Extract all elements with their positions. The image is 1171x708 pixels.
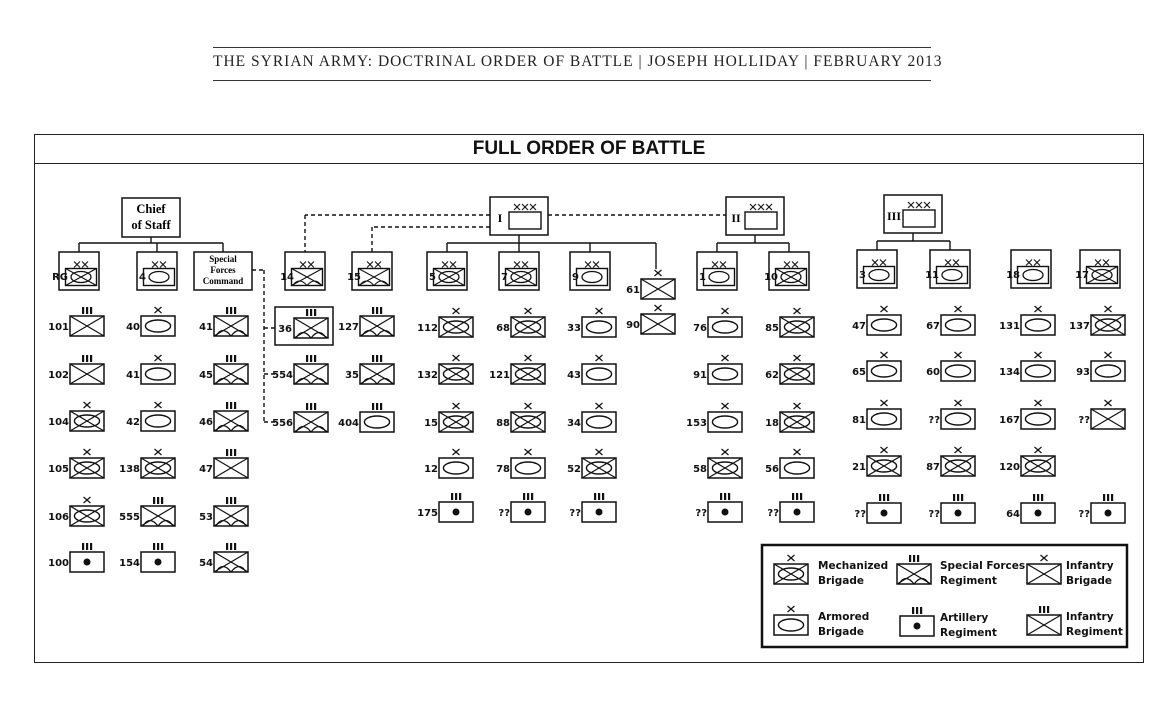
sfreg-symbol: [214, 402, 248, 431]
division-17: [1075, 250, 1120, 288]
unit-137: [1069, 306, 1125, 335]
unit-label: 41: [126, 370, 140, 381]
unit-label: 556: [272, 418, 293, 429]
division-label: 14: [280, 272, 294, 283]
legend-label-1: Artillery: [940, 612, 989, 624]
mech-symbol: [780, 308, 814, 337]
unit-56: [765, 449, 814, 478]
infbrig-symbol: [641, 270, 675, 299]
unit-40: [126, 307, 175, 336]
unit-65: [852, 352, 901, 381]
armor-symbol: [941, 352, 975, 381]
unit-102: [48, 355, 104, 384]
unit-18: [765, 403, 814, 432]
unit-label: 154: [119, 558, 140, 569]
unit-label: 175: [417, 508, 438, 519]
unit-label: 53: [199, 512, 213, 523]
division-label: 17: [1075, 270, 1089, 281]
armor-symbol: [780, 449, 814, 478]
unit-153: [686, 403, 742, 432]
unit-label: 121: [489, 370, 510, 381]
art-symbol: [70, 543, 104, 572]
armor-symbol: [867, 306, 901, 335]
unit-167: [999, 400, 1055, 429]
unit-41: [126, 355, 175, 384]
d10-units: [765, 308, 814, 522]
corps-I: [490, 197, 548, 235]
unit-label: 137: [1069, 321, 1090, 332]
legend-item-armor: [774, 606, 869, 638]
unit-62: [765, 355, 814, 384]
mech-symbol: [582, 449, 616, 478]
unit-404: [338, 403, 394, 432]
unit-??: [767, 493, 814, 522]
unit-34: [567, 403, 616, 432]
legend-label-2: Brigade: [818, 626, 865, 638]
art-symbol: [1021, 494, 1055, 523]
unit-label: 87: [926, 462, 940, 473]
armor-symbol: [708, 308, 742, 337]
unit-120: [999, 447, 1055, 476]
unit-label: 120: [999, 462, 1020, 473]
unit-47: [199, 449, 248, 478]
art-armor-symbol: [360, 403, 394, 432]
chief-label-1: Chief: [136, 201, 166, 216]
mech-symbol: [70, 402, 104, 431]
unit-label: ??: [928, 415, 940, 426]
sfreg-symbol: [294, 403, 328, 432]
division-11: [925, 250, 970, 288]
unit-label: ??: [695, 508, 707, 519]
unit-label: 106: [48, 512, 69, 523]
unit-label: 58: [693, 464, 707, 475]
armor-symbol: [582, 403, 616, 432]
art-symbol: [511, 493, 545, 522]
infbrig-symbol: [641, 305, 675, 334]
unit-label: ??: [928, 509, 940, 520]
unit-87: [926, 447, 975, 476]
unit-??: [695, 493, 742, 522]
unit-label: 68: [496, 323, 510, 334]
unit-label: 131: [999, 321, 1020, 332]
mech-symbol: [70, 497, 104, 526]
legend-label-1: Armored: [818, 611, 870, 623]
infreg-symbol: [70, 307, 104, 336]
unit-21: [852, 447, 901, 476]
unit-label: 105: [48, 464, 69, 475]
unit-81: [852, 400, 901, 429]
division-10: [764, 252, 809, 290]
mech-symbol: [70, 449, 104, 478]
division-4: [137, 252, 177, 290]
sfreg-symbol: [141, 497, 175, 526]
unit-??: [569, 493, 616, 522]
mech-symbol: [511, 403, 545, 432]
unit-label: 21: [852, 462, 866, 473]
art-symbol: [780, 493, 814, 522]
division-label: 7: [501, 272, 508, 283]
unit-45: [199, 355, 248, 384]
mech-symbol: [511, 308, 545, 337]
unit-47: [852, 306, 901, 335]
armor-symbol: [141, 307, 175, 336]
division-1: [697, 252, 737, 290]
chief-of-staff-box: [122, 198, 180, 237]
legend: [762, 545, 1127, 647]
unit-42: [126, 402, 175, 431]
unit-154: [119, 543, 175, 572]
unit-label: 65: [852, 367, 866, 378]
unit-label: 102: [48, 370, 69, 381]
d11-units: [926, 306, 975, 523]
unit-554: [272, 355, 328, 384]
unit-label: 78: [496, 464, 510, 475]
d17-units: [1069, 306, 1125, 523]
d3-units: [852, 306, 901, 523]
infbrig-symbol: [1091, 400, 1125, 429]
unit-46: [199, 402, 248, 431]
unit-85: [765, 308, 814, 337]
unit-112: [417, 308, 473, 337]
sfc-label-1: Special: [209, 254, 237, 265]
unit-555: [119, 497, 175, 526]
unit-label: 41: [199, 322, 213, 333]
unit-label: 12: [424, 464, 438, 475]
art-symbol: [1091, 494, 1125, 523]
unit-label: 404: [338, 418, 359, 429]
unit-127: [338, 307, 394, 336]
sfc2-units: [272, 355, 328, 432]
unit-label: ??: [767, 508, 779, 519]
armor-symbol: [941, 400, 975, 429]
unit-60: [926, 352, 975, 381]
unit-label: 134: [999, 367, 1020, 378]
division-18: [1006, 250, 1051, 288]
unit-label: 42: [126, 417, 140, 428]
unit-label: 62: [765, 370, 779, 381]
division-3: [857, 250, 897, 288]
unit-53: [199, 497, 248, 526]
armor-symbol: [941, 306, 975, 335]
mech-symbol: [439, 355, 473, 384]
unit-78: [496, 449, 545, 478]
unit-label: 101: [48, 322, 69, 333]
unit-556: [272, 403, 328, 432]
unit-label: 34: [567, 418, 581, 429]
mech-symbol: [1091, 306, 1125, 335]
art-symbol: [439, 493, 473, 522]
unit-label: 64: [1006, 509, 1020, 520]
armor-symbol: [511, 449, 545, 478]
unit-91: [693, 355, 742, 384]
unit-76: [693, 308, 742, 337]
unit-134: [999, 352, 1055, 381]
armor-symbol: [439, 449, 473, 478]
legend-label-2: Regiment: [1066, 626, 1123, 638]
unit-101: [48, 307, 104, 336]
art-symbol: [941, 494, 975, 523]
division-9: [570, 252, 610, 290]
unit-12: [424, 449, 473, 478]
unit-??: [928, 494, 975, 523]
corps-II: [726, 197, 784, 235]
unit-label: 56: [765, 464, 779, 475]
unit-label: 90: [626, 320, 640, 331]
unit-label: 104: [48, 417, 69, 428]
unit-41: [199, 307, 248, 336]
d9-units: [567, 308, 616, 522]
unit-36: [275, 307, 333, 345]
unit-label: ??: [1078, 509, 1090, 520]
mech-symbol: [708, 449, 742, 478]
legend-label-1: Special Forces: [940, 560, 1026, 572]
unit-??: [1078, 494, 1125, 523]
mech-symbol: [439, 308, 473, 337]
chief-label-2: of Staff: [131, 217, 171, 232]
unit-label: 88: [496, 418, 510, 429]
division-label: RG: [52, 272, 68, 283]
mech-symbol: [439, 403, 473, 432]
unit-104: [48, 402, 104, 431]
legend-label-2: Regiment: [940, 575, 997, 587]
armor-symbol: [867, 352, 901, 381]
armor-symbol: [1021, 400, 1055, 429]
mech-symbol: [941, 447, 975, 476]
armor-symbol: [708, 403, 742, 432]
division-label: 11: [925, 270, 939, 281]
sfreg-symbol: [214, 543, 248, 572]
unit-label: 18: [765, 418, 779, 429]
unit-??: [928, 400, 975, 429]
division-label: 1: [699, 272, 706, 283]
corps-III: [884, 195, 942, 233]
unit-label: 45: [199, 370, 213, 381]
sfc-label-2: Forces: [210, 265, 236, 276]
d18-units: [999, 306, 1055, 523]
unit-15: [424, 403, 473, 432]
corps-label: II: [731, 210, 741, 225]
unit-label: ??: [1078, 415, 1090, 426]
unit-label: 61: [626, 285, 640, 296]
mech-symbol: [511, 355, 545, 384]
sfreg-symbol: [294, 355, 328, 384]
legend-label-2: Brigade: [818, 575, 865, 587]
special-forces-command-box: [194, 252, 252, 290]
division-label: 15: [347, 272, 361, 283]
unit-label: 40: [126, 322, 140, 333]
armor-symbol: [1021, 352, 1055, 381]
unit-label: 67: [926, 321, 940, 332]
armor-symbol: [582, 308, 616, 337]
unit-??: [1078, 400, 1125, 429]
unit-138: [119, 449, 175, 478]
unit-label: 85: [765, 323, 779, 334]
unit-label: 52: [567, 464, 581, 475]
page-header: THE SYRIAN ARMY: DOCTRINAL ORDER OF BATTLE | JOSEPH HOLLIDAY | FEBRUARY 2013: [213, 53, 943, 70]
unit-105: [48, 449, 104, 478]
unit-label: 33: [567, 323, 581, 334]
d7-units: [489, 308, 545, 522]
unit-label: 93: [1076, 367, 1090, 378]
mech-symbol: [867, 447, 901, 476]
sfreg-symbol: [360, 355, 394, 384]
division-5: [427, 252, 467, 290]
legend-label-1: Mechanized: [818, 560, 889, 572]
art-symbol: [867, 494, 901, 523]
corps-label: III: [886, 208, 902, 223]
rg-units: [48, 307, 104, 572]
unit-58: [693, 449, 742, 478]
frame-title: FULL ORDER OF BATTLE: [35, 135, 1143, 164]
unit-label: 554: [272, 370, 293, 381]
unit-93: [1076, 352, 1125, 381]
division-label: 4: [139, 272, 146, 283]
legend-label-2: Regiment: [940, 627, 997, 639]
unit-??: [854, 494, 901, 523]
unit-label: 46: [199, 417, 213, 428]
unit-90: [626, 305, 675, 334]
unit-label: 60: [926, 367, 940, 378]
unit-label: 35: [345, 370, 359, 381]
unit-67: [926, 306, 975, 335]
unit-88: [496, 403, 545, 432]
armor-symbol: [141, 402, 175, 431]
mech-symbol: [141, 449, 175, 478]
division-14: [280, 252, 325, 290]
armor-symbol: [582, 355, 616, 384]
unit-68: [496, 308, 545, 337]
diagram-body: [48, 195, 1127, 647]
division-15: [347, 252, 392, 290]
sfreg-symbol: [214, 497, 248, 526]
sfreg-symbol: [360, 307, 394, 336]
d1-units: [686, 308, 742, 522]
unit-label: 54: [199, 558, 213, 569]
unit-label: 555: [119, 512, 140, 523]
unit-label: 100: [48, 558, 69, 569]
art-symbol: [708, 493, 742, 522]
unit-52: [567, 449, 616, 478]
unit-61: [626, 270, 675, 299]
mech-symbol: [780, 355, 814, 384]
d4-units: [119, 307, 175, 572]
unit-label: 76: [693, 323, 707, 334]
division-label: 18: [1006, 270, 1020, 281]
unit-54: [199, 543, 248, 572]
d5-units: [417, 308, 473, 522]
unit-label: 15: [424, 418, 438, 429]
mech-symbol: [780, 403, 814, 432]
sfc-units: [199, 307, 248, 572]
armor-symbol: [1021, 306, 1055, 335]
armor-symbol: [867, 400, 901, 429]
unit-label: 43: [567, 370, 581, 381]
division-label: 10: [764, 272, 778, 283]
corps-label: I: [497, 210, 503, 225]
sfc-label-3: Command: [202, 276, 244, 287]
legend-label-1: Infantry: [1066, 560, 1114, 572]
unit-43: [567, 355, 616, 384]
unit-label: 91: [693, 370, 707, 381]
infreg-symbol: [70, 355, 104, 384]
division-label: 3: [859, 270, 866, 281]
legend-label-2: Brigade: [1066, 575, 1113, 587]
art-symbol: [141, 543, 175, 572]
armor-symbol: [708, 355, 742, 384]
unit-label: ??: [854, 509, 866, 520]
unit-175: [417, 493, 473, 522]
unit-label: 36: [278, 324, 292, 335]
unit-label: 167: [999, 415, 1020, 426]
armor-symbol: [141, 355, 175, 384]
unit-label: 47: [852, 321, 866, 332]
unit-35: [345, 355, 394, 384]
unit-label: ??: [498, 508, 510, 519]
infreg-symbol: [214, 449, 248, 478]
division-RG: [52, 252, 99, 290]
d15-units: [338, 307, 394, 432]
unit-label: 81: [852, 415, 866, 426]
unit-label: 132: [417, 370, 438, 381]
armor-symbol: [1091, 352, 1125, 381]
unit-64: [1006, 494, 1055, 523]
unit-??: [498, 493, 545, 522]
mech-symbol: [1021, 447, 1055, 476]
unit-121: [489, 355, 545, 384]
art-symbol: [582, 493, 616, 522]
division-label: 9: [572, 272, 579, 283]
unit-131: [999, 306, 1055, 335]
unit-label: ??: [569, 508, 581, 519]
legend-label-1: Infantry: [1066, 611, 1114, 623]
unit-label: 112: [417, 323, 438, 334]
division-7: [499, 252, 539, 290]
unit-label: 127: [338, 322, 359, 333]
unit-label: 138: [119, 464, 140, 475]
division-label: 5: [429, 272, 436, 283]
unit-33: [567, 308, 616, 337]
unit-100: [48, 543, 104, 572]
unit-132: [417, 355, 473, 384]
unit-106: [48, 497, 104, 526]
sfreg-symbol: [214, 307, 248, 336]
unit-label: 153: [686, 418, 707, 429]
sfreg-symbol: [214, 355, 248, 384]
unit-label: 47: [199, 464, 213, 475]
